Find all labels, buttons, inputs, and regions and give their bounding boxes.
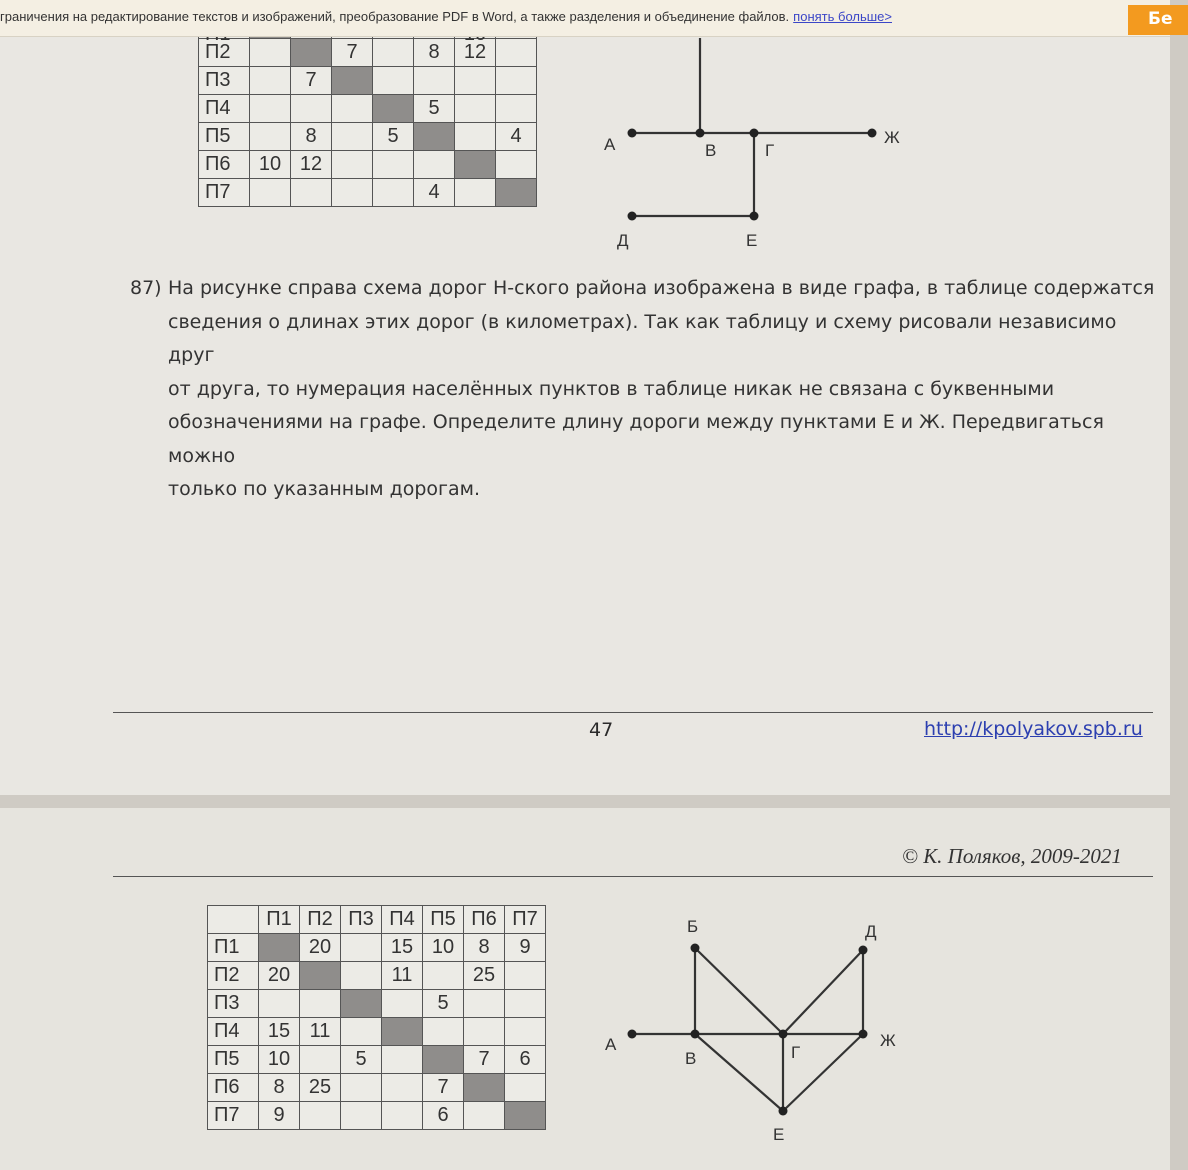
table-cell (496, 67, 537, 95)
vertex-g (750, 129, 759, 138)
table-cell (464, 1074, 505, 1102)
table-cell (455, 123, 496, 151)
table-cell: 5 (373, 123, 414, 151)
table-cell (300, 1102, 341, 1130)
table-cell (332, 151, 373, 179)
table-cell (341, 1102, 382, 1130)
edge-d-g (783, 950, 863, 1034)
banner-learn-more-link[interactable]: понять больше> (793, 9, 892, 24)
table-cell (259, 934, 300, 962)
row-header: П5 (208, 1046, 259, 1074)
table-cell (250, 39, 291, 67)
column-header (208, 906, 259, 934)
label-a: А (604, 135, 616, 154)
table-cell (496, 151, 537, 179)
column-header: П3 (341, 906, 382, 934)
vertex-a (628, 1030, 637, 1039)
table-row (208, 1074, 546, 1102)
table-cell (300, 962, 341, 990)
column-header: П1 (259, 906, 300, 934)
table-cell: 12 (291, 151, 332, 179)
table-cell (291, 179, 332, 207)
table-cell: 8 (464, 934, 505, 962)
table-cell (455, 151, 496, 179)
row-header: П2 (208, 962, 259, 990)
table-cell (291, 95, 332, 123)
table-cell: 8 (259, 1074, 300, 1102)
table-cell: 4 (496, 123, 537, 151)
vertex-a (628, 129, 637, 138)
vertex-zh (868, 129, 877, 138)
column-header: П5 (423, 906, 464, 934)
table-cell (373, 95, 414, 123)
label-v: В (685, 1049, 697, 1068)
problem-line: На рисунке справа схема дорог Н-ского района изображена в виде графа, в таблице содержатся (168, 277, 1155, 299)
table-row (199, 67, 537, 95)
table-cell: 9 (259, 1102, 300, 1130)
table-cell: 6 (423, 1102, 464, 1130)
column-header: П7 (505, 906, 546, 934)
table-cell: 9 (505, 934, 546, 962)
row-header: П5 (199, 123, 250, 151)
label-zh: Ж (880, 1031, 896, 1050)
table-cell: 20 (300, 934, 341, 962)
table-cell (373, 67, 414, 95)
label-b: Б (687, 917, 699, 936)
table-cell: 25 (300, 1074, 341, 1102)
table-cell (291, 39, 332, 67)
table-cell (423, 1046, 464, 1074)
table-cell: 5 (414, 95, 455, 123)
row-header: П4 (199, 95, 250, 123)
table-cell: 5 (423, 990, 464, 1018)
table-row (208, 962, 546, 990)
table-row (208, 1102, 546, 1130)
table-cell (332, 123, 373, 151)
table-cell (414, 151, 455, 179)
vertex-d (859, 946, 868, 955)
problem-number: 87) (130, 277, 162, 299)
vertex-v (691, 1030, 700, 1039)
table-cell (341, 1018, 382, 1046)
table-cell (382, 1074, 423, 1102)
table-cell (332, 179, 373, 207)
table-cell: 8 (291, 123, 332, 151)
table-cell (464, 990, 505, 1018)
table-cell (382, 1046, 423, 1074)
table-cell: 7 (423, 1074, 464, 1102)
table-row (199, 123, 537, 151)
table-header-row (208, 906, 546, 934)
table-cell (455, 179, 496, 207)
table-cell (505, 962, 546, 990)
table-cell (382, 1102, 423, 1130)
table-cell (496, 39, 537, 67)
table-cell (382, 1018, 423, 1046)
table-cell: 12 (455, 39, 496, 67)
vertex-b (691, 944, 700, 953)
table-cell (423, 962, 464, 990)
table-row (208, 1018, 546, 1046)
problem-text (168, 272, 1158, 507)
banner-action-button[interactable]: Бе (1128, 5, 1188, 35)
vertex-v (696, 129, 705, 138)
label-zh: Ж (884, 128, 900, 147)
table-cell: 11 (300, 1018, 341, 1046)
row-header: П6 (208, 1074, 259, 1102)
row-header: П3 (199, 67, 250, 95)
label-e: Е (746, 231, 758, 250)
table-cell: 15 (382, 934, 423, 962)
vertex-zh (859, 1030, 868, 1039)
label-g: Г (765, 141, 775, 160)
problem-line: только по указанным дорогам. (168, 478, 481, 500)
row-header: П1 (208, 934, 259, 962)
table-cell: 15 (259, 1018, 300, 1046)
table-cell: 6 (505, 1046, 546, 1074)
table-row (199, 151, 537, 179)
table-cell: 10 (423, 934, 464, 962)
bottom-road-graph (595, 910, 915, 1150)
table-row (199, 95, 537, 123)
row-header: П3 (208, 990, 259, 1018)
column-header: П2 (300, 906, 341, 934)
table-cell (250, 67, 291, 95)
row-header: П7 (208, 1102, 259, 1130)
table-cell (250, 123, 291, 151)
problem-line: сведения о длинах этих дорог (в километрах). Так как таблицу и схему рисовали независимо друг (168, 310, 1117, 366)
table-cell: 11 (382, 962, 423, 990)
table-cell: 5 (341, 1046, 382, 1074)
table-cell (250, 95, 291, 123)
bottom-distance-table (207, 905, 546, 1130)
problem-line: от друга, то нумерация населённых пунктов в таблице никак не связана с буквенными (168, 377, 1055, 400)
top-road-graph (590, 38, 910, 258)
table-cell (505, 1102, 546, 1130)
table-cell (259, 990, 300, 1018)
table-cell (496, 179, 537, 207)
table-cell (414, 123, 455, 151)
row-header: П6 (199, 151, 250, 179)
table-cell (341, 934, 382, 962)
header-rule (113, 876, 1153, 877)
row-header: П7 (199, 179, 250, 207)
label-a: А (605, 1035, 617, 1054)
column-header: П6 (464, 906, 505, 934)
table-cell (464, 1018, 505, 1046)
label-v: В (705, 141, 717, 160)
label-d: Д (617, 231, 629, 250)
table-cell (496, 95, 537, 123)
table-cell: 10 (259, 1046, 300, 1074)
page-number: 47 (589, 719, 614, 741)
row-header: П4 (208, 1018, 259, 1046)
table-cell (373, 151, 414, 179)
table-cell: 7 (291, 67, 332, 95)
table-cell (300, 1046, 341, 1074)
label-g: Г (791, 1043, 801, 1062)
table-cell (341, 962, 382, 990)
table-cell (300, 990, 341, 1018)
table-cell: 8 (414, 39, 455, 67)
pdf-notice-banner (0, 0, 1173, 37)
table-row (208, 1046, 546, 1074)
table-cell (250, 179, 291, 207)
table-cell: 20 (259, 962, 300, 990)
table-cell (341, 1074, 382, 1102)
label-d: Д (865, 922, 877, 941)
table-cell (505, 1074, 546, 1102)
table-cell: 25 (464, 962, 505, 990)
table-cell (455, 67, 496, 95)
table-cell (455, 95, 496, 123)
site-link[interactable]: http://kpolyakov.spb.ru (924, 718, 1143, 740)
table-cell (414, 67, 455, 95)
top-distance-table (198, 28, 537, 207)
banner-message: граничения на редактирование текстов и изображений, преобразование PDF в Word, а также разделения и объединение файлов. понять больше> (0, 9, 892, 24)
table-cell: 10 (250, 151, 291, 179)
table-cell: 7 (464, 1046, 505, 1074)
edge-v-e (695, 1034, 783, 1111)
table-cell (464, 1102, 505, 1130)
table-cell (373, 39, 414, 67)
table-row (199, 39, 537, 67)
vertex-d (628, 212, 637, 221)
column-header: П4 (382, 906, 423, 934)
vertex-g (779, 1030, 788, 1039)
table-cell (505, 990, 546, 1018)
label-e: Е (773, 1125, 785, 1144)
table-cell: 4 (414, 179, 455, 207)
copyright-header: © К. Поляков, 2009-2021 (902, 844, 1122, 868)
table-row (208, 990, 546, 1018)
table-cell (341, 990, 382, 1018)
table-cell (332, 95, 373, 123)
vertex-e (779, 1107, 788, 1116)
table-cell (382, 990, 423, 1018)
footer-rule (113, 712, 1153, 713)
vertex-e (750, 212, 759, 221)
table-row (199, 179, 537, 207)
table-cell: 7 (332, 39, 373, 67)
table-cell (505, 1018, 546, 1046)
table-cell (423, 1018, 464, 1046)
edge-b-g (695, 948, 783, 1034)
table-row (208, 934, 546, 962)
table-cell (373, 179, 414, 207)
problem-line: обозначениями на графе. Определите длину дороги между пунктами Е и Ж. Передвигаться можно (168, 411, 1104, 467)
table-cell (332, 67, 373, 95)
row-header: П2 (199, 39, 250, 67)
